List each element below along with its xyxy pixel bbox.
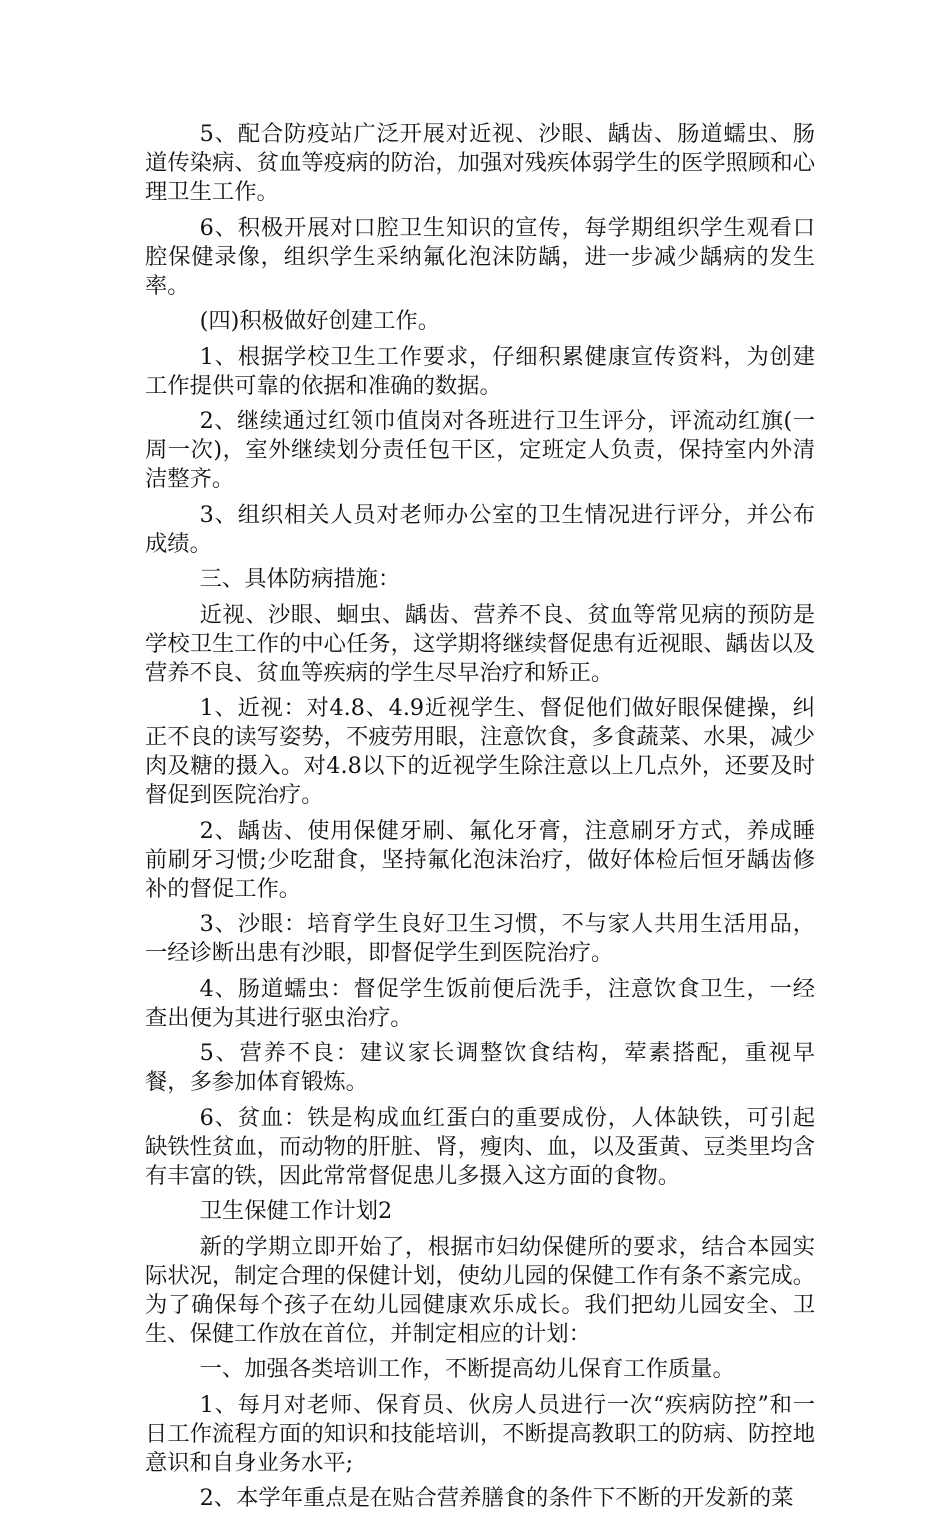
paragraph: 1、近视：对4.8、4.9近视学生、督促他们做好眼保健操，纠正不良的读写姿势，不疲劳用眼，注意饮食，多食蔬菜、水果，减少肉及糖的摄入。对4.8以下的近视学生除注意以上几点外，还要及时督促到医院治疗。 xyxy=(145,695,815,808)
paragraph: 1、每月对老师、保育员、伙房人员进行一次“疾病防控”和一日工作流程方面的知识和技能培训，不断提高教职工的防病、防控地意识和自身业务水平; xyxy=(145,1391,815,1476)
paragraph: 5、配合防疫站广泛开展对近视、沙眼、龋齿、肠道蠕虫、肠道传染病、贫血等疫病的防治，加强对残疾体弱学生的医学照顾和心理卫生工作。 xyxy=(145,121,815,205)
section-title: 卫生保健工作计划2 xyxy=(199,1198,393,1224)
paragraph: 6、积极开展对口腔卫生知识的宣传，每学期组织学生观看口腔保健录像，组织学生采纳氟化泡沫防龋，进一步减少龋病的发生率。 xyxy=(145,214,815,299)
section-heading: 三、具体防病措施： xyxy=(199,566,401,592)
paragraph: 1、根据学校卫生工作要求，仔细积累健康宣传资料，为创建工作提供可靠的依据和准确的数据。 xyxy=(145,343,815,399)
paragraph: 4、肠道蠕虫：督促学生饭前便后洗手，注意饮食卫生，一经查出便为其进行驱虫治疗。 xyxy=(145,975,815,1031)
paragraph: 6、贫血：铁是构成血红蛋白的重要成份，人体缺铁，可引起缺铁性贫血，而动物的肝脏、肾，瘦肉、血，以及蛋黄、豆类里均含有丰富的铁，因此常常督促患儿多摄入这方面的食物。 xyxy=(145,1104,815,1189)
paragraph: 新的学期立即开始了，根据市妇幼保健所的要求，结合本园实际状况，制定合理的保健计划，使幼儿园的保健工作有条不紊完成。为了确保每个孩子在幼儿园健康欢乐成长。我们把幼儿园安全、卫生、保健工作放在首位，并制定相应的计划： xyxy=(145,1233,815,1347)
paragraph: 2、本学年重点是在贴合营养膳食的条件下不断的开发新的菜 xyxy=(199,1485,794,1511)
paragraph: 2、继续通过红领巾值岗对各班进行卫生评分，评流动红旗(一周一次)，室外继续划分责任包干区，定班定人负责，保持室内外清洁整齐。 xyxy=(145,408,815,492)
paragraph: 3、沙眼：培育学生良好卫生习惯，不与家人共用生活用品，一经诊断出患有沙眼，即督促学生到医院治疗。 xyxy=(145,911,815,966)
paragraph: 3、组织相关人员对老师办公室的卫生情况进行评分，并公布成绩。 xyxy=(145,501,815,557)
paragraph: 2、龋齿、使用保健牙刷、氟化牙膏，注意刷牙方式，养成睡前刷牙习惯;少吃甜食，坚持氟化泡沫治疗，做好体检后恒牙龋齿修补的督促工作。 xyxy=(145,817,815,902)
paragraph: 5、营养不良：建议家长调整饮食结构，荤素搭配，重视早餐，多参加体育锻炼。 xyxy=(145,1040,815,1095)
paragraph: 近视、沙眼、蛔虫、龋齿、营养不良、贫血等常见病的预防是学校卫生工作的中心任务，这学期将继续督促患有近视眼、龋齿以及营养不良、贫血等疾病的学生尽早治疗和矫正。 xyxy=(145,601,815,686)
document-body xyxy=(145,120,815,1520)
section-heading: 一、加强各类培训工作，不断提高幼儿保育工作质量。 xyxy=(199,1356,735,1382)
paragraph: (四)积极做好创建工作。 xyxy=(199,308,440,334)
